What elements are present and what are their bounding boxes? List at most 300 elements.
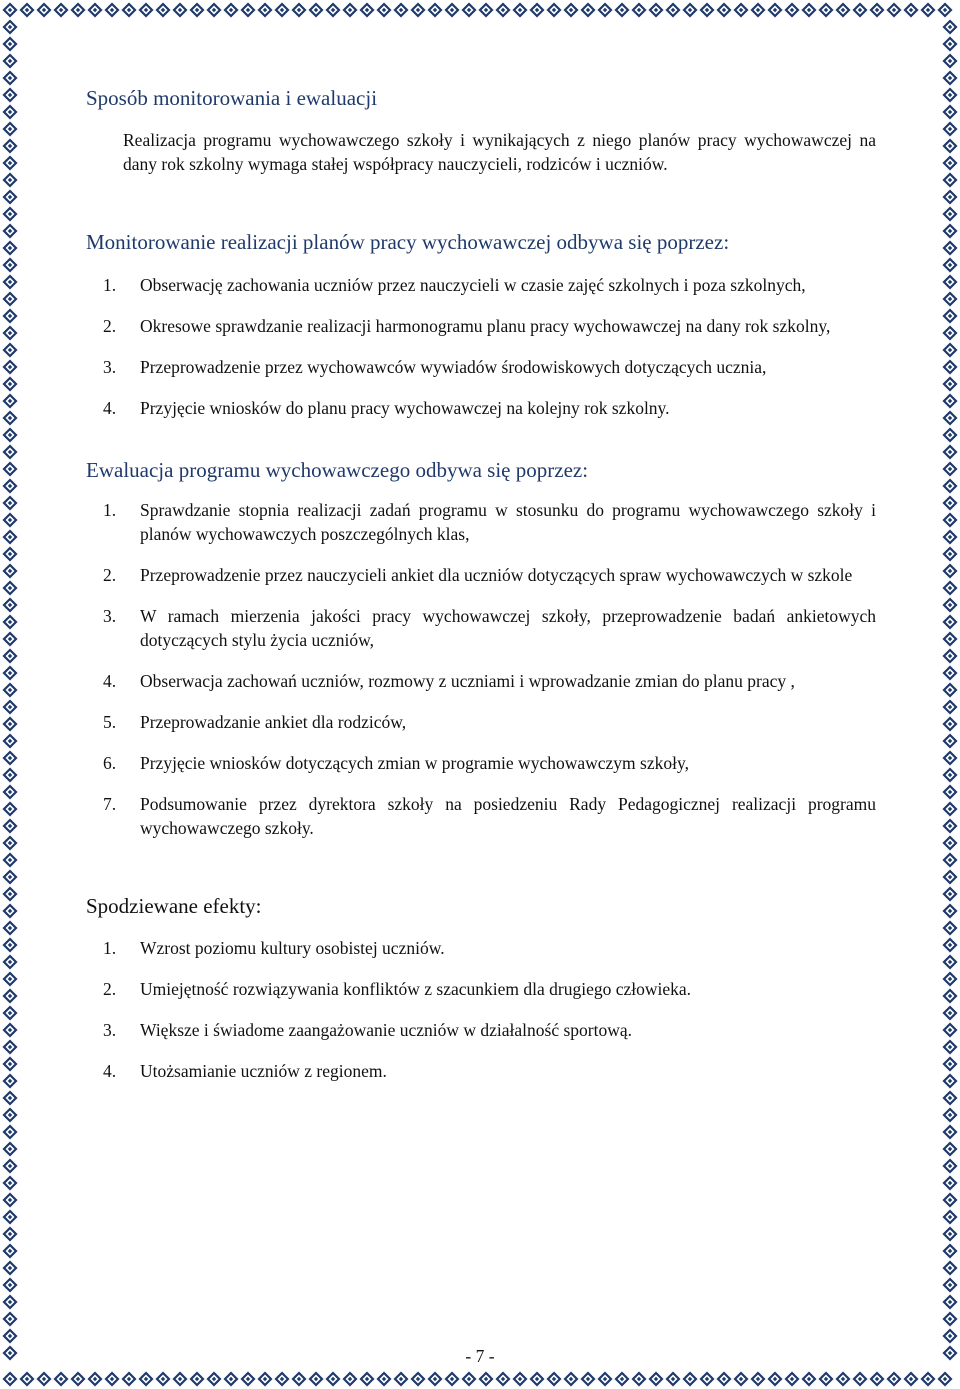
list-item-text: Utożsamianie uczniów z regionem. [140, 1061, 387, 1081]
border-diamond-dot [93, 8, 97, 12]
border-diamond-dot [8, 1011, 12, 1015]
border-diamond-dot [8, 178, 12, 182]
border-diamond-dot [948, 1317, 952, 1321]
border-diamond-dot [127, 8, 131, 12]
border-diamond-dot [739, 1377, 743, 1381]
border-diamond-dot [948, 892, 952, 896]
border-diamond-dot [948, 25, 952, 29]
border-diamond-dot [8, 450, 12, 454]
border-diamond-dot [948, 331, 952, 335]
border-diamond-dot [25, 1377, 29, 1381]
border-diamond-dot [688, 1377, 692, 1381]
border-diamond-dot [59, 1377, 63, 1381]
border-diamond-dot [688, 8, 692, 12]
border-diamond-dot [948, 314, 952, 318]
border-diamond-dot [8, 807, 12, 811]
border-diamond-dot [8, 518, 12, 522]
border-diamond-dot [93, 1377, 97, 1381]
border-diamond-dot [229, 1377, 233, 1381]
list-number: 3. [103, 357, 117, 377]
border-diamond-dot [297, 1377, 301, 1381]
border-diamond-dot [110, 8, 114, 12]
border-diamond-dot [841, 1377, 845, 1381]
border-diamond-dot [909, 8, 913, 12]
heading-expected-effects: Spodziewane efekty: [86, 894, 262, 918]
border-diamond-dot [948, 1266, 952, 1270]
border-diamond-dot [948, 501, 952, 505]
list-item-text: W ramach mierzenia jakości pracy wychowawczej szkoły, przeprowadzenie badań ankietowych dotyczących stylu życia uczniów, [140, 606, 876, 650]
border-diamond-dot [8, 1096, 12, 1100]
border-diamond-dot [948, 178, 952, 182]
border-diamond-dot [8, 620, 12, 624]
border-diamond-dot [365, 1377, 369, 1381]
border-diamond-dot [484, 1377, 488, 1381]
border-diamond-dot [450, 1377, 454, 1381]
border-diamond-dot [8, 161, 12, 165]
border-diamond-dot [637, 8, 641, 12]
border-diamond-dot [297, 8, 301, 12]
border-diamond-dot [552, 1377, 556, 1381]
border-diamond-dot [943, 1377, 947, 1381]
border-diamond-dot [8, 943, 12, 947]
border-diamond-dot [948, 1062, 952, 1066]
list-number: 2. [103, 316, 117, 336]
border-diamond-dot [948, 960, 952, 964]
border-diamond-dot [501, 1377, 505, 1381]
border-diamond-dot [773, 8, 777, 12]
border-diamond-dot [110, 1377, 114, 1381]
border-diamond-dot [892, 8, 896, 12]
list-number: 1. [103, 500, 117, 520]
border-diamond-dot [948, 127, 952, 131]
border-diamond-dot [569, 1377, 573, 1381]
border-diamond-dot [8, 246, 12, 250]
border-diamond-dot [773, 1377, 777, 1381]
border-diamond-dot [144, 8, 148, 12]
border-diamond-dot [948, 212, 952, 216]
border-diamond-dot [8, 1334, 12, 1338]
border-diamond-dot [948, 943, 952, 947]
border-diamond-dot [603, 8, 607, 12]
border-diamond-dot [8, 977, 12, 981]
border-diamond-dot [948, 569, 952, 573]
border-diamond-dot [467, 8, 471, 12]
border-diamond-dot [948, 977, 952, 981]
list-number: 4. [103, 398, 117, 418]
list-item-text: Obserwacja zachowań uczniów, rozmowy z uczniami i wprowadzanie zmian do planu pracy , [140, 671, 795, 691]
border-diamond-dot [195, 8, 199, 12]
border-diamond-dot [909, 1377, 913, 1381]
border-diamond-dot [875, 1377, 879, 1381]
border-diamond-dot [501, 8, 505, 12]
border-diamond-dot [8, 1215, 12, 1219]
border-diamond-dot [467, 1377, 471, 1381]
border-diamond-dot [569, 8, 573, 12]
list-item [86, 710, 876, 734]
border-diamond-dot [948, 535, 952, 539]
border-diamond-dot [399, 1377, 403, 1381]
list-number: 7. [103, 794, 117, 814]
border-diamond-dot [892, 1377, 896, 1381]
border-diamond-dot [8, 1283, 12, 1287]
list-item [86, 498, 876, 546]
border-diamond-dot [8, 382, 12, 386]
border-diamond-dot [8, 1113, 12, 1117]
border-diamond-dot [8, 1232, 12, 1236]
border-diamond-dot [8, 42, 12, 46]
border-diamond-dot [382, 1377, 386, 1381]
list-item [86, 604, 876, 652]
list-item [86, 396, 876, 420]
border-diamond-dot [280, 8, 284, 12]
border-diamond-dot [722, 8, 726, 12]
border-diamond-dot [229, 8, 233, 12]
list-item [86, 669, 876, 693]
border-diamond-dot [8, 467, 12, 471]
border-diamond-dot [8, 280, 12, 284]
border-diamond-dot [8, 1028, 12, 1032]
border-diamond-dot [637, 1377, 641, 1381]
border-diamond-dot [8, 926, 12, 930]
border-diamond-dot [790, 8, 794, 12]
border-diamond-dot [948, 722, 952, 726]
border-diamond-dot [948, 263, 952, 267]
border-diamond-dot [535, 8, 539, 12]
border-diamond-dot [127, 1377, 131, 1381]
border-diamond-dot [8, 569, 12, 573]
border-diamond-dot [8, 314, 12, 318]
border-diamond-dot [314, 8, 318, 12]
border-diamond-dot [8, 1045, 12, 1049]
list-item-text: Sprawdzanie stopnia realizacji zadań programu w stosunku do programu wychowawczego szkoły i planów wychowawczych poszczególnych klas, [140, 500, 876, 544]
border-diamond-dot [59, 8, 63, 12]
border-diamond-dot [948, 1300, 952, 1304]
border-diamond-dot [948, 1334, 952, 1338]
list-number: 3. [103, 606, 117, 626]
list-number: 1. [103, 938, 117, 958]
intro-paragraph: Realizacja programu wychowawczego szkoły i wynikających z niego planów pracy wychowawczej na dany rok szkolny wymaga stałej współpracy nauczycieli, rodziców i uczniów. [123, 130, 876, 174]
border-diamond-dot [331, 1377, 335, 1381]
border-diamond-dot [948, 637, 952, 641]
list-number: 2. [103, 565, 117, 585]
border-diamond-dot [858, 8, 862, 12]
border-diamond-dot [195, 1377, 199, 1381]
border-diamond-dot [8, 1130, 12, 1134]
border-diamond-dot [8, 416, 12, 420]
border-diamond-dot [42, 1377, 46, 1381]
border-diamond-dot [8, 535, 12, 539]
border-diamond-dot [948, 705, 952, 709]
border-diamond-dot [948, 246, 952, 250]
list-item [86, 792, 876, 840]
border-diamond-dot [8, 1181, 12, 1185]
border-diamond-dot [654, 1377, 658, 1381]
page-number: - 7 - [465, 1346, 495, 1366]
border-diamond-dot [8, 841, 12, 845]
border-diamond-dot [8, 790, 12, 794]
list-item [86, 751, 876, 775]
border-diamond-dot [535, 1377, 539, 1381]
border-diamond-dot [654, 8, 658, 12]
border-diamond-dot [484, 8, 488, 12]
border-diamond-dot [263, 1377, 267, 1381]
border-diamond-dot [948, 1215, 952, 1219]
list-number: 2. [103, 979, 117, 999]
border-diamond-dot [948, 348, 952, 352]
border-diamond-dot [8, 824, 12, 828]
border-diamond-dot [824, 8, 828, 12]
border-diamond-dot [8, 892, 12, 896]
list-item [86, 355, 876, 379]
border-diamond-dot [8, 1198, 12, 1202]
border-diamond-dot [263, 8, 267, 12]
border-diamond-dot [705, 1377, 709, 1381]
border-diamond-dot [25, 8, 29, 12]
border-diamond-dot [824, 1377, 828, 1381]
border-diamond-dot [8, 1079, 12, 1083]
border-diamond-dot [948, 552, 952, 556]
border-diamond-dot [603, 1377, 607, 1381]
border-diamond-dot [76, 8, 80, 12]
border-diamond-dot [8, 212, 12, 216]
border-diamond-dot [8, 1300, 12, 1304]
border-diamond-dot [948, 450, 952, 454]
border-diamond-dot [8, 705, 12, 709]
border-diamond-dot [8, 399, 12, 403]
border-diamond-dot [948, 926, 952, 930]
border-diamond-dot [416, 1377, 420, 1381]
list-item-text: Przeprowadzanie ankiet dla rodziców, [140, 712, 407, 732]
list-number: 1. [103, 275, 117, 295]
border-diamond-dot [875, 8, 879, 12]
list-item-text: Przyjęcie wniosków do planu pracy wychowawczej na kolejny rok szkolny. [140, 398, 670, 418]
border-diamond-dot [399, 8, 403, 12]
border-diamond-dot [756, 1377, 760, 1381]
border-diamond-dot [948, 1232, 952, 1236]
border-diamond-dot [8, 144, 12, 148]
list-item [86, 273, 876, 297]
border-diamond-dot [722, 1377, 726, 1381]
border-diamond-dot [948, 144, 952, 148]
border-diamond-dot [8, 909, 12, 913]
border-diamond-dot [8, 722, 12, 726]
border-diamond-dot [926, 8, 930, 12]
list-item-text: Obserwację zachowania uczniów przez nauczycieli w czasie zajęć szkolnych i poza szkolnych, [140, 275, 806, 295]
border-diamond-dot [705, 8, 709, 12]
border-diamond-dot [948, 110, 952, 114]
evaluation-list [86, 498, 876, 840]
border-diamond-dot [348, 8, 352, 12]
border-diamond-dot [8, 1164, 12, 1168]
border-diamond-dot [8, 93, 12, 97]
heading-evaluation: Ewaluacja programu wychowawczego odbywa się poprzez: [86, 458, 589, 482]
border-diamond-dot [8, 586, 12, 590]
border-diamond-dot [790, 1377, 794, 1381]
list-item [86, 936, 876, 960]
border-diamond-dot [212, 1377, 216, 1381]
list-item-text: Okresowe sprawdzanie realizacji harmonogramu planu pracy wychowawczej na dany rok szkolny, [140, 316, 831, 336]
border-diamond-dot [948, 1011, 952, 1015]
border-diamond-dot [858, 1377, 862, 1381]
border-diamond-dot [586, 1377, 590, 1381]
border-diamond-dot [246, 1377, 250, 1381]
border-diamond-dot [948, 756, 952, 760]
border-diamond-dot [948, 841, 952, 845]
border-diamond-dot [8, 229, 12, 233]
border-diamond-dot [948, 42, 952, 46]
border-diamond-dot [8, 76, 12, 80]
border-diamond-dot [948, 773, 952, 777]
list-item [86, 1018, 876, 1042]
border-diamond-dot [948, 467, 952, 471]
border-diamond-dot [8, 501, 12, 505]
list-item [86, 314, 876, 338]
border-diamond-dot [739, 8, 743, 12]
border-diamond-dot [943, 8, 947, 12]
border-diamond-dot [926, 1377, 930, 1381]
border-diamond-dot [8, 858, 12, 862]
border-diamond-dot [948, 229, 952, 233]
border-diamond-dot [948, 1045, 952, 1049]
border-diamond-dot [948, 518, 952, 522]
border-diamond-dot [948, 1164, 952, 1168]
border-diamond-dot [212, 8, 216, 12]
border-diamond-dot [331, 8, 335, 12]
border-diamond-dot [8, 637, 12, 641]
border-diamond-dot [948, 790, 952, 794]
border-diamond-dot [8, 875, 12, 879]
border-diamond-dot [280, 1377, 284, 1381]
border-diamond-dot [8, 331, 12, 335]
border-diamond-dot [948, 433, 952, 437]
border-diamond-dot [8, 59, 12, 63]
border-diamond-dot [948, 586, 952, 590]
border-diamond-dot [948, 1283, 952, 1287]
border-diamond-dot [948, 1147, 952, 1151]
list-item-text: Przeprowadzenie przez wychowawców wywiadów środowiskowych dotyczących ucznia, [140, 357, 767, 377]
list-number: 3. [103, 1020, 117, 1040]
border-diamond-dot [8, 348, 12, 352]
border-diamond-dot [8, 433, 12, 437]
list-number: 4. [103, 1061, 117, 1081]
border-diamond-dot [948, 875, 952, 879]
border-diamond-dot [807, 1377, 811, 1381]
border-diamond-dot [948, 1028, 952, 1032]
border-diamond-dot [42, 8, 46, 12]
border-diamond-dot [756, 8, 760, 12]
border-diamond-dot [586, 8, 590, 12]
border-diamond-dot [671, 1377, 675, 1381]
border-diamond-dot [8, 603, 12, 607]
border-diamond-dot [948, 1130, 952, 1134]
border-diamond-dot [948, 76, 952, 80]
border-diamond-dot [8, 1317, 12, 1321]
border-diamond-dot [948, 195, 952, 199]
border-diamond-dot [948, 399, 952, 403]
border-diamond-dot [8, 297, 12, 301]
border-diamond-dot [161, 8, 165, 12]
border-diamond-dot [8, 994, 12, 998]
border-diamond-dot [948, 59, 952, 63]
border-diamond-dot [8, 484, 12, 488]
list-number: 5. [103, 712, 117, 732]
border-diamond-dot [620, 1377, 624, 1381]
border-diamond-dot [8, 127, 12, 131]
list-item-text: Przyjęcie wniosków dotyczących zmian w programie wychowawczym szkoły, [140, 753, 689, 773]
border-diamond-dot [382, 8, 386, 12]
border-diamond-dot [620, 8, 624, 12]
border-diamond-dot [948, 1079, 952, 1083]
document-page [86, 84, 876, 1100]
border-diamond-dot [8, 25, 12, 29]
border-diamond-dot [948, 416, 952, 420]
border-diamond-dot [948, 161, 952, 165]
heading-monitoring-plan: Monitorowanie realizacji planów pracy wychowawczej odbywa się poprzez: [86, 230, 730, 254]
border-diamond-dot [948, 858, 952, 862]
heading-monitoring-evaluation: Sposób monitorowania i ewaluacji [86, 86, 378, 110]
border-diamond-dot [8, 365, 12, 369]
border-diamond-dot [948, 654, 952, 658]
border-diamond-dot [8, 1266, 12, 1270]
border-diamond-dot [948, 807, 952, 811]
border-diamond-dot [948, 382, 952, 386]
monitoring-list [86, 273, 876, 420]
border-diamond-dot [8, 756, 12, 760]
border-diamond-dot [433, 8, 437, 12]
list-item-text: Podsumowanie przez dyrektora szkoły na posiedzeniu Rady Pedagogicznej realizacji programu wychowawczego szkoły. [140, 794, 876, 838]
border-diamond-dot [552, 8, 556, 12]
border-diamond-dot [416, 8, 420, 12]
list-item-text: Wzrost poziomu kultury osobistej uczniów. [140, 938, 445, 958]
border-diamond-dot [8, 1147, 12, 1151]
border-diamond-dot [807, 8, 811, 12]
border-diamond-dot [8, 8, 12, 12]
border-diamond-dot [948, 620, 952, 624]
list-item [86, 977, 876, 1001]
border-diamond-dot [8, 1377, 12, 1381]
list-number: 6. [103, 753, 117, 773]
border-diamond-dot [450, 8, 454, 12]
border-diamond-dot [518, 1377, 522, 1381]
border-diamond-dot [948, 739, 952, 743]
border-diamond-dot [948, 688, 952, 692]
border-diamond-dot [8, 1249, 12, 1253]
border-diamond-dot [671, 8, 675, 12]
list-item-text: Umiejętność rozwiązywania konfliktów z szacunkiem dla drugiego człowieka. [140, 979, 692, 999]
border-diamond-dot [8, 688, 12, 692]
border-diamond-dot [518, 8, 522, 12]
border-diamond-dot [948, 994, 952, 998]
list-number: 4. [103, 671, 117, 691]
border-diamond-dot [8, 195, 12, 199]
border-diamond-dot [948, 1249, 952, 1253]
border-diamond-dot [948, 1096, 952, 1100]
border-diamond-dot [8, 960, 12, 964]
border-diamond-dot [948, 484, 952, 488]
border-diamond-dot [948, 1113, 952, 1117]
border-diamond-dot [8, 263, 12, 267]
list-item [86, 563, 876, 587]
border-diamond-dot [948, 297, 952, 301]
border-diamond-dot [948, 365, 952, 369]
border-diamond-dot [841, 8, 845, 12]
list-item-text: Większe i świadome zaangażowanie uczniów w działalność sportową. [140, 1020, 633, 1040]
border-diamond-dot [144, 1377, 148, 1381]
border-diamond-dot [178, 8, 182, 12]
border-diamond-dot [348, 1377, 352, 1381]
list-item-text: Przeprowadzenie przez nauczycieli ankiet dla uczniów dotyczących spraw wychowawczych w szkole [140, 565, 853, 585]
border-diamond-dot [76, 1377, 80, 1381]
